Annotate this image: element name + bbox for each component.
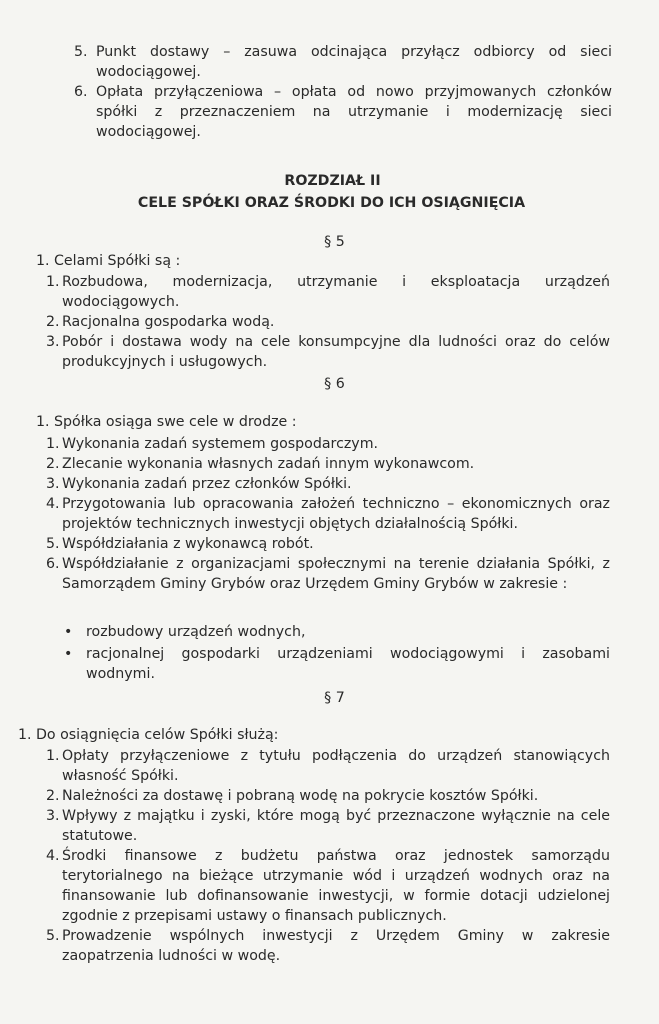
bullet-item: [64, 644, 610, 684]
list-item: [46, 454, 610, 474]
point-number: 1.: [36, 253, 50, 269]
bullet-icon: •: [64, 624, 73, 640]
list-item: [46, 746, 610, 786]
item-text: Prowadzenie wspólnych inwestycji z Urzędem Gminy w zakresie zaopatrzenia ludności w wodę.: [62, 928, 610, 964]
item-text: Wpływy z majątku i zyski, które mogą być przeznaczone wyłącznie na cele statutowe.: [62, 808, 610, 844]
item-text: Pobór i dostawa wody na cele konsumpcyjne dla ludności oraz do celów produkcyjnych i usługowych.: [62, 334, 610, 370]
list-item: [46, 554, 610, 594]
list-item: [46, 806, 610, 846]
section-7-list: [46, 746, 610, 966]
item-text: Punkt dostawy – zasuwa odcinająca przyłącz odbiorcy od sieci wodociągowej.: [96, 44, 612, 80]
section-6-bullets: [64, 622, 610, 684]
item-text: Współdziałania z wykonawcą robót.: [62, 536, 314, 552]
section-symbol: § 7: [324, 690, 345, 706]
point-number: 1.: [18, 727, 32, 743]
list-item: [74, 82, 612, 142]
item-number: 2.: [46, 788, 60, 804]
point-text: Celami Spółki są :: [54, 253, 181, 269]
bullet-text: rozbudowy urządzeń wodnych,: [86, 624, 306, 640]
section-point: [36, 412, 616, 432]
list-item: [46, 312, 610, 332]
section-symbol: § 6: [324, 376, 345, 392]
item-text: Współdziałanie z organizacjami społecznymi na terenie działania Spółki, z Samorządem Gminy Grybów oraz Urzędem Gminy Grybów w zakresie :: [62, 556, 610, 592]
section-point: [18, 725, 616, 745]
item-text: Przygotowania lub opracowania założeń techniczno – ekonomicznych oraz projektów technicznych inwestycji objętych działalnością Spółki.: [62, 496, 610, 532]
item-number: 2.: [46, 314, 60, 330]
section-point: [36, 251, 616, 271]
item-text: Należności za dostawę i pobraną wodę na pokrycie kosztów Spółki.: [62, 788, 539, 804]
item-text: Wykonania zadań systemem gospodarczym.: [62, 436, 379, 452]
bullet-text: racjonalnej gospodarki urządzeniami wodociągowymi i zasobami wodnymi.: [86, 646, 610, 682]
list-item: [46, 272, 610, 312]
list-item: [46, 786, 610, 806]
section-6-list: [46, 434, 610, 594]
item-number: 3.: [46, 808, 60, 824]
list-item: [46, 434, 610, 454]
item-number: 4.: [46, 496, 60, 512]
section-5-list: [46, 272, 610, 372]
item-number: 3.: [46, 334, 60, 350]
point-text: Spółka osiąga swe cele w drodze :: [54, 414, 297, 430]
item-text: Wykonania zadań przez członków Spółki.: [62, 476, 352, 492]
point-number: 1.: [36, 414, 50, 430]
item-number: 5.: [74, 44, 88, 60]
item-text: Opłata przyłączeniowa – opłata od nowo przyjmowanych członków spółki z przeznaczeniem na utrzymanie i modernizację sieci wodociągowej.: [96, 84, 612, 140]
bullet-icon: •: [64, 646, 73, 662]
section-symbol: § 5: [324, 234, 345, 250]
item-number: 2.: [46, 456, 60, 472]
list-item: [46, 846, 610, 926]
item-number: 6.: [46, 556, 60, 572]
chapter-number: ROZDZIAŁ II: [284, 173, 381, 189]
list-item: [46, 534, 610, 554]
point-text: Do osiągnięcia celów Spółki służą:: [36, 727, 279, 743]
item-number: 1.: [46, 436, 60, 452]
item-number: 1.: [46, 274, 60, 290]
item-number: 5.: [46, 928, 60, 944]
list-item: [46, 926, 610, 966]
definitions-list: [74, 42, 612, 142]
item-text: Opłaty przyłączeniowe z tytułu podłączenia do urządzeń stanowiących własność Spółki.: [62, 748, 610, 784]
list-item: [46, 332, 610, 372]
item-text: Racjonalna gospodarka wodą.: [62, 314, 275, 330]
item-text: Zlecanie wykonania własnych zadań innym wykonawcom.: [62, 456, 475, 472]
item-number: 4.: [46, 848, 60, 864]
chapter-title: CELE SPÓŁKI ORAZ ŚRODKI DO ICH OSIĄGNIĘCIA: [137, 195, 526, 211]
item-number: 3.: [46, 476, 60, 492]
list-item: [74, 42, 612, 82]
item-text: Środki finansowe z budżetu państwa oraz jednostek samorządu terytorialnego na bieżące utrzymanie wód i urządzeń wodnych oraz na finansowanie lub dofinansowanie inwestycji, w formie dotacji udzielonej zgodnie z przepisami ustawy o finansach publicznych.: [62, 848, 610, 924]
item-number: 6.: [74, 84, 88, 100]
item-text: Rozbudowa, modernizacja, utrzymanie i eksploatacja urządzeń wodociągowych.: [62, 274, 610, 310]
list-item: [46, 494, 610, 534]
bullet-item: [64, 622, 610, 642]
item-number: 1.: [46, 748, 60, 764]
list-item: [46, 474, 610, 494]
item-number: 5.: [46, 536, 60, 552]
